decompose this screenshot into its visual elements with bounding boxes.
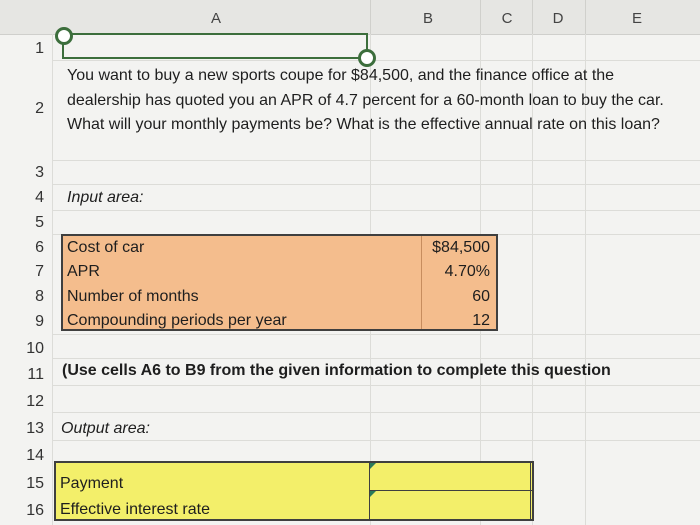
input-area xyxy=(61,234,498,331)
gridline xyxy=(52,358,700,359)
input-value-cost-of-car[interactable]: $84,500 xyxy=(432,239,490,256)
row-number[interactable]: 9 xyxy=(35,313,44,330)
row-number[interactable]: 7 xyxy=(35,263,44,280)
row-number[interactable]: 11 xyxy=(27,366,44,383)
row-number[interactable]: 6 xyxy=(35,239,44,256)
row-number[interactable]: 5 xyxy=(35,214,44,231)
row-number[interactable]: 15 xyxy=(26,475,44,492)
gridline xyxy=(52,34,53,525)
output-area-label[interactable]: Output area: xyxy=(61,420,150,437)
cell-divider xyxy=(421,236,422,329)
row-number[interactable]: 4 xyxy=(35,189,44,206)
instruction-text[interactable]: (Use cells A6 to B9 from the given information to complete this question xyxy=(62,362,611,379)
output-area xyxy=(54,461,534,521)
row-number[interactable]: 16 xyxy=(26,502,44,519)
output-label-payment[interactable]: Payment xyxy=(60,475,124,492)
row-number[interactable]: 8 xyxy=(35,288,44,305)
formula-indicator-icon xyxy=(370,491,376,497)
cell-divider xyxy=(369,490,532,491)
input-label-compounding-periods[interactable]: Compounding periods per year xyxy=(67,312,287,329)
formula-indicator-icon xyxy=(370,463,376,469)
column-divider[interactable] xyxy=(370,0,371,34)
column-divider[interactable] xyxy=(532,0,533,34)
input-value-compounding-periods[interactable]: 12 xyxy=(472,312,490,329)
row-number[interactable]: 10 xyxy=(26,340,44,357)
gridline xyxy=(52,60,700,61)
gridline xyxy=(52,334,700,335)
gridline xyxy=(52,385,700,386)
input-label-number-of-months[interactable]: Number of months xyxy=(67,288,199,305)
row-number[interactable]: 3 xyxy=(35,164,44,181)
gridline xyxy=(52,184,700,185)
column-header-d[interactable]: D xyxy=(552,10,564,27)
column-header-e[interactable]: E xyxy=(631,10,643,27)
cell-selection[interactable] xyxy=(62,33,368,59)
column-header-bar xyxy=(0,0,700,35)
column-header-c[interactable]: C xyxy=(501,10,513,27)
cell-divider xyxy=(530,463,531,519)
column-divider[interactable] xyxy=(585,0,586,34)
input-area-label[interactable]: Input area: xyxy=(67,189,144,206)
gridline xyxy=(52,210,700,211)
column-header-b[interactable]: B xyxy=(422,10,434,27)
gridline xyxy=(52,440,700,441)
column-header-a[interactable]: A xyxy=(210,10,222,27)
input-value-number-of-months[interactable]: 60 xyxy=(472,288,490,305)
input-label-apr[interactable]: APR xyxy=(67,263,100,280)
row-number[interactable]: 14 xyxy=(26,447,44,464)
row-number[interactable]: 2 xyxy=(35,100,44,117)
gridline xyxy=(52,412,700,413)
row-number[interactable]: 12 xyxy=(26,393,44,410)
input-value-apr[interactable]: 4.70% xyxy=(444,263,490,280)
gridline xyxy=(52,160,700,161)
input-label-cost-of-car[interactable]: Cost of car xyxy=(67,239,145,256)
row-number[interactable]: 13 xyxy=(26,420,44,437)
problem-statement[interactable]: You want to buy a new sports coupe for $84,500, and the finance office at the dealership has quoted you an APR of 4.7 percent for a 60-month loan to buy the car. What will your monthly payments be? What is the effective annual rate on this loan? xyxy=(67,67,664,133)
column-divider[interactable] xyxy=(480,0,481,34)
row-number[interactable]: 1 xyxy=(35,40,44,57)
selection-handle-left[interactable] xyxy=(55,27,73,45)
output-label-effective-rate[interactable]: Effective interest rate xyxy=(60,501,210,518)
